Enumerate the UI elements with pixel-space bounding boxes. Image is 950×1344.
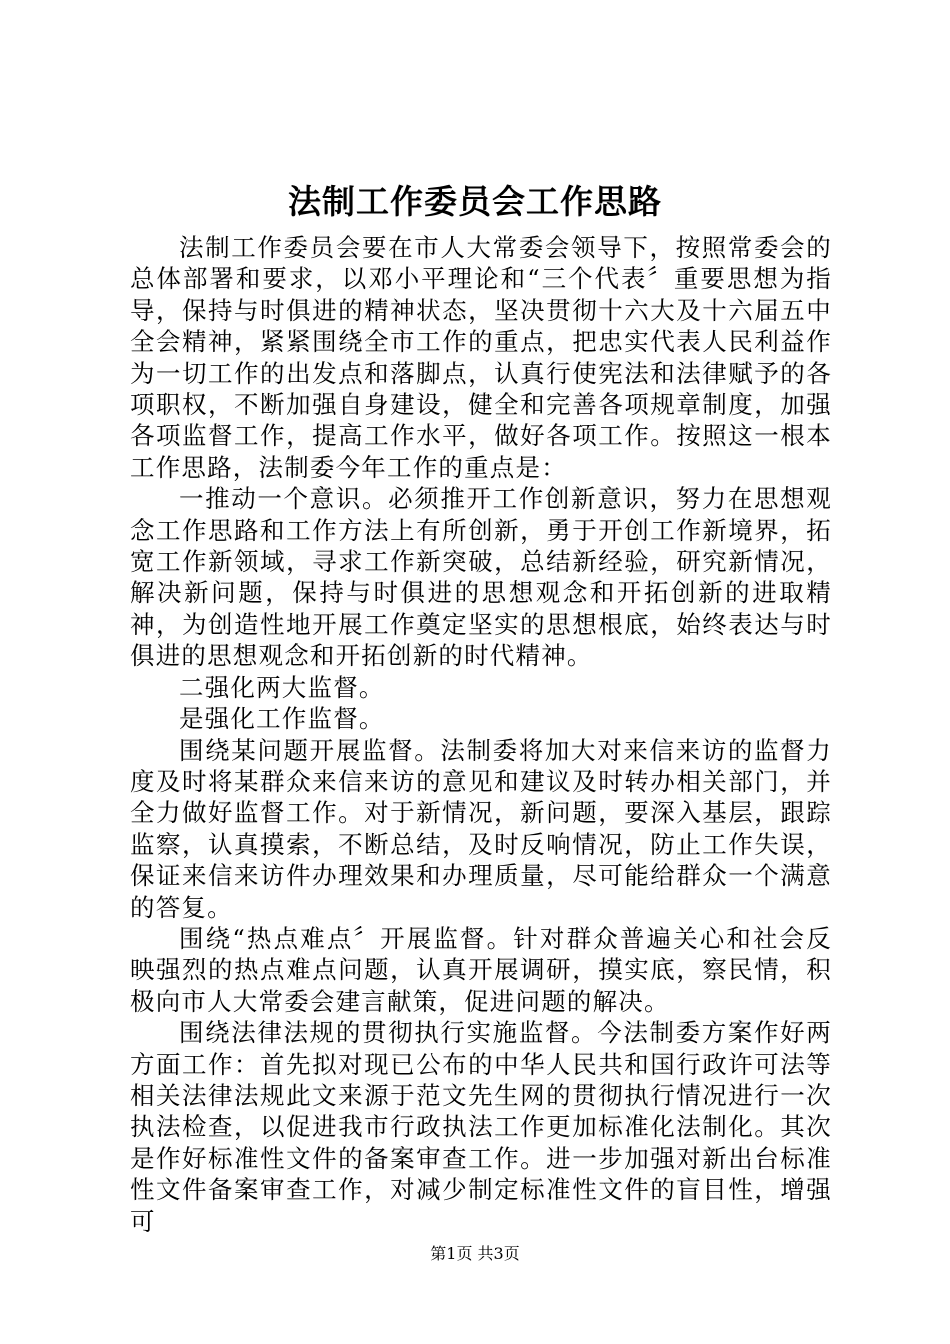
paragraph-intro: 法制工作委员会要在市人大常委会领导下，按照常委会的总体部署和要求，以邓小平理论和“三个代表〞重要思想为指导，保持与时俱进的精神状态，坚决贯彻十六大及十六届五中全会精神，紧紧围绕全市工作的重点，把忠实代表人民利益作为一切工作的出发点和落脚点，认真行使宪法和法律赋予的各项职权，不断加强自身建设，健全和完善各项规章制度，加强各项监督工作，提高工作水平，做好各项工作。按照这一根本工作思路，法制委今年工作的重点是： [130, 233, 832, 482]
paragraph-innovation: 一推动一个意识。必须推开工作创新意识，努力在思想观念工作思路和工作方法上有所创新，勇于开创工作新境界，拓宽工作新领域，寻求工作新突破，总结新经验，研究新情况，解决新问题，保持与时俱进的思想观念和开拓创新的进取精神，为创造性地开展工作奠定坚实的思想根底，始终表达与时俱进的思想观念和开拓创新的时代精神。 [130, 484, 832, 671]
page-footer: 第1页 共3页 [430, 1244, 520, 1263]
document-title: 法制工作委员会工作思路 [288, 182, 662, 221]
paragraph-law-supervision: 围绕法律法规的贯彻执行实施监督。今法制委方案作好两方面工作：首先拟对现已公布的中华人民共和国行政许可法等相关法律法规此文来源于范文先生网的贯彻执行情况进行一次执法检查，以促进我市行政执法工作更加标准化法制化。其次是作好标准性文件的备案审查工作。进一步加强对新出台标准性文件备案审查工作，对减少制定标准性文件的盲目性，增强可 [130, 1018, 832, 1236]
paragraph-work-supervision: 是强化工作监督。 [179, 704, 385, 734]
document-body [130, 232, 832, 1237]
paragraph-hotspot-supervision: 围绕“热点难点〞开展监督。针对群众普遍关心和社会反映强烈的热点难点问题，认真开展调研，摸实底，察民情，积极向市人大常委会建言献策，促进问题的解决。 [130, 923, 832, 1016]
paragraph-two-supervisions: 二强化两大监督。 [179, 672, 385, 702]
paragraph-petition-supervision: 围绕某问题开展监督。法制委将加大对来信来访的监督力度及时将某群众来信来访的意见和建议及时转办相关部门，并全力做好监督工作。对于新情况，新问题，要深入基层，跟踪监察，认真摸索，不断总结，及时反响情况，防止工作失误，保证来信来访件办理效果和办理质量，尽可能给群众一个满意的答复。 [130, 735, 832, 922]
